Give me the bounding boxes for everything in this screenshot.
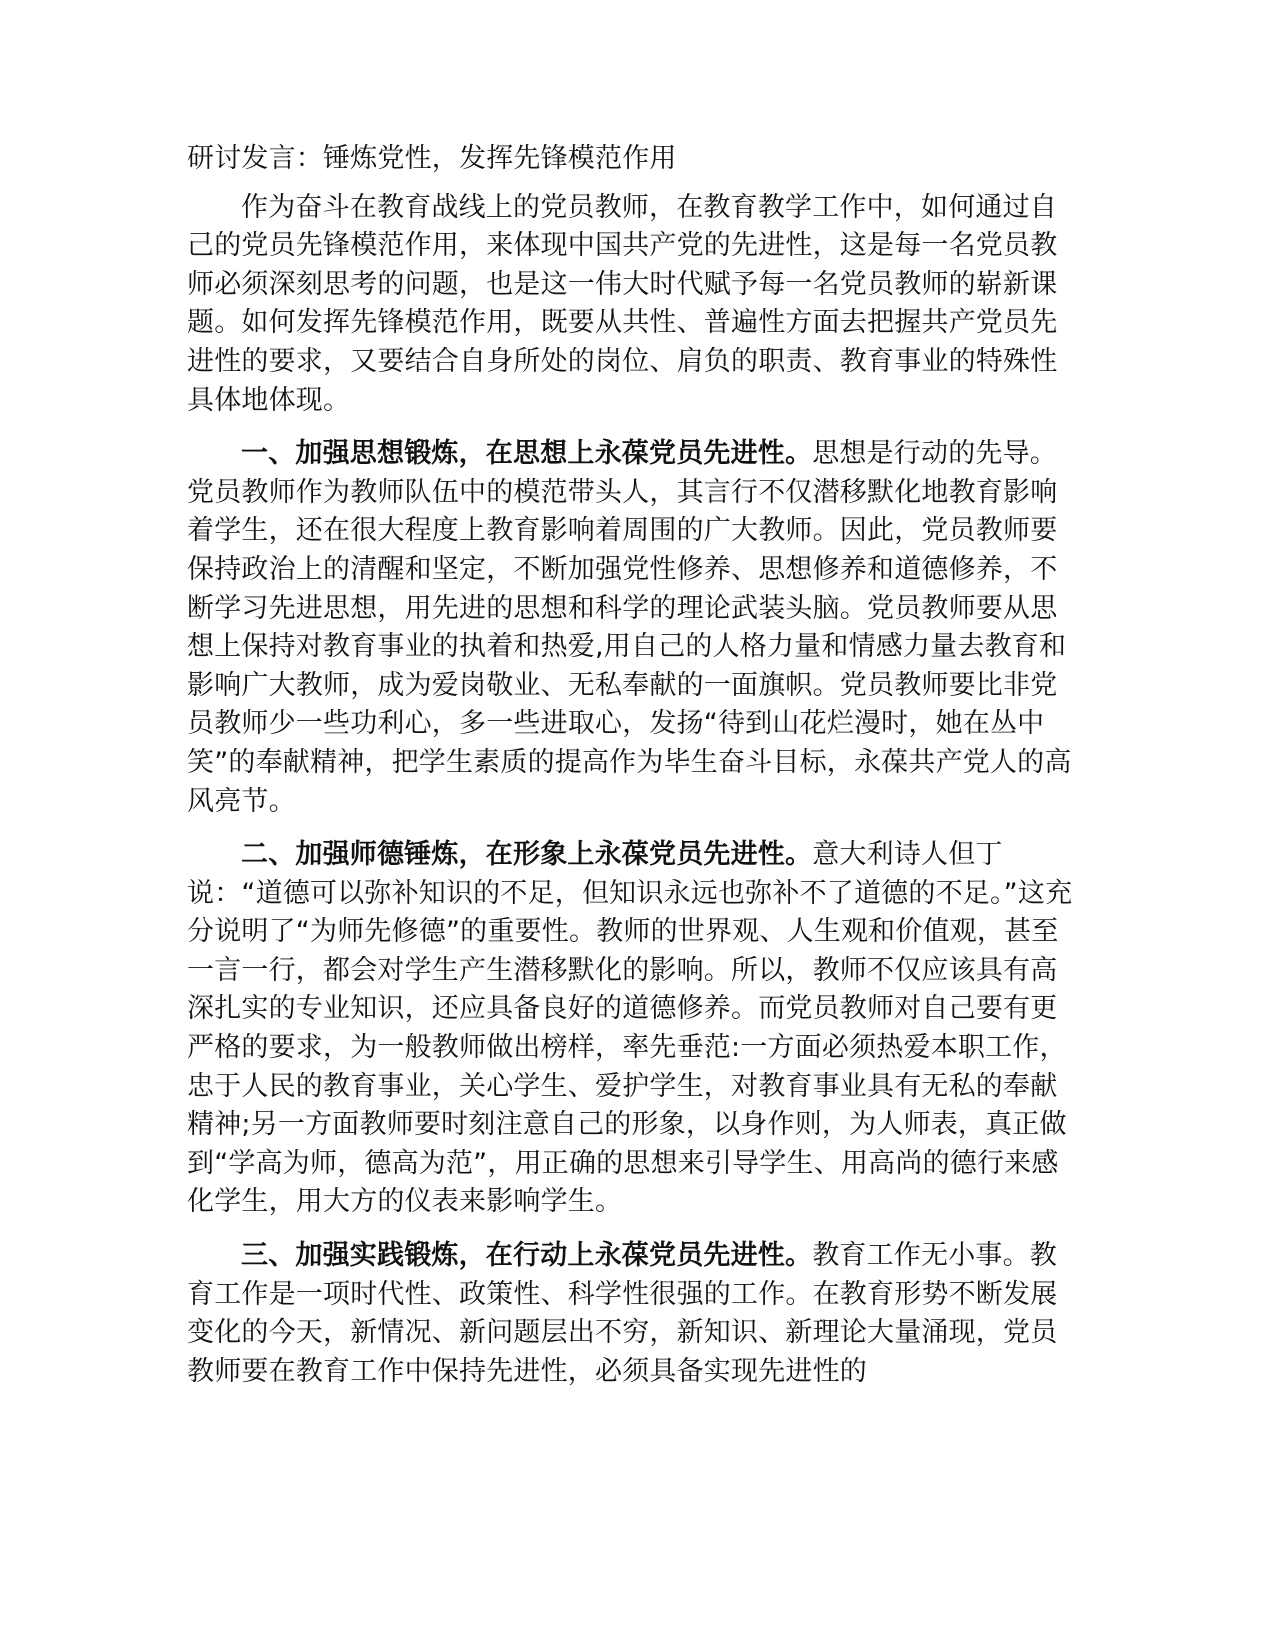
section-body-1: 思想是行动的先导。党员教师作为教师队伍中的模范带头人，其言行不仅潜移默化地教育影响着学生，还在很大程度上教育影响着周围的广大教师。因此，党员教师要保持政治上的清醒和坚定，不断加强党性修养、思想修养和道德修养，不断学习先进思想，用先进的思想和科学的理论武装头脑。党员教师要从思想上保持对教育事业的执着和热爱,用自己的人格力量和情感力量去教育和影响广大教师，成为爱岗敬业、无私奉献的一面旗帜。党员教师要比非党员教师少一些功利心，多一些进取心，发扬“待到山花烂漫时，她在丛中笑”的奉献精神，把学生素质的提高作为毕生奋斗目标，永葆共产党人的高风亮节。 — [187, 438, 1072, 817]
section-heading-3: 三、加强实践锻炼，在行动上永葆党员先进性。 — [241, 1240, 813, 1272]
section-body-2: 意大利诗人但丁说：“道德可以弥补知识的不足，但知识永远也弥补不了道德的不足。”这充分说明了“为师先修德”的重要性。教师的世界观、人生观和价值观，甚至一言一行，都会对学生产生潜移默化的影响。所以，教师不仅应该具有高深扎实的专业知识，还应具备良好的道德修养。而党员教师对自己要有更严格的要求，为一般教师做出榜样，率先垂范:一方面必须热爱本职工作，忠于人民的教育事业，关心学生、爱护学生，对教育事业具有无私的奉献精神;另一方面教师要时刻注意自己的形象，以身作则，为人师表，真正做到“学高为师，德高为范”，用正确的思想来引导学生、用高尚的德行来感化学生，用大方的仪表来影响学生。 — [187, 839, 1073, 1218]
document-body — [187, 140, 1079, 1406]
section-paragraph-2 — [187, 836, 1079, 1222]
section-body-3: 教育工作无小事。教育工作是一项时代性、政策性、科学性很强的工作。在教育形势不断发展变化的今天，新情况、新问题层出不穷，新知识、新理论大量涌现，党员教师要在教育工作中保持先进性，必须具备实现先进性的 — [187, 1240, 1058, 1387]
section-paragraph-1 — [187, 435, 1079, 821]
intro-paragraph: 作为奋斗在教育战线上的党员教师，在教育教学工作中，如何通过自己的党员先锋模范作用，来体现中国共产党的先进性，这是每一名党员教师必须深刻思考的问题，也是这一伟大时代赋予每一名党员教师的崭新课题。如何发挥先锋模范作用，既要从共性、普遍性方面去把握共产党员先进性的要求，又要结合自身所处的岗位、肩负的职责、教育事业的特殊性具体地体现。 — [187, 191, 1058, 416]
document-title: 研讨发言：锤炼党性，发挥先锋模范作用 — [187, 143, 677, 174]
section-heading-2: 二、加强师德锤炼，在形象上永葆党员先进性。 — [241, 839, 813, 871]
section-paragraph-3 — [187, 1237, 1079, 1391]
section-heading-1: 一、加强思想锻炼，在思想上永葆党员先进性。 — [241, 438, 813, 470]
